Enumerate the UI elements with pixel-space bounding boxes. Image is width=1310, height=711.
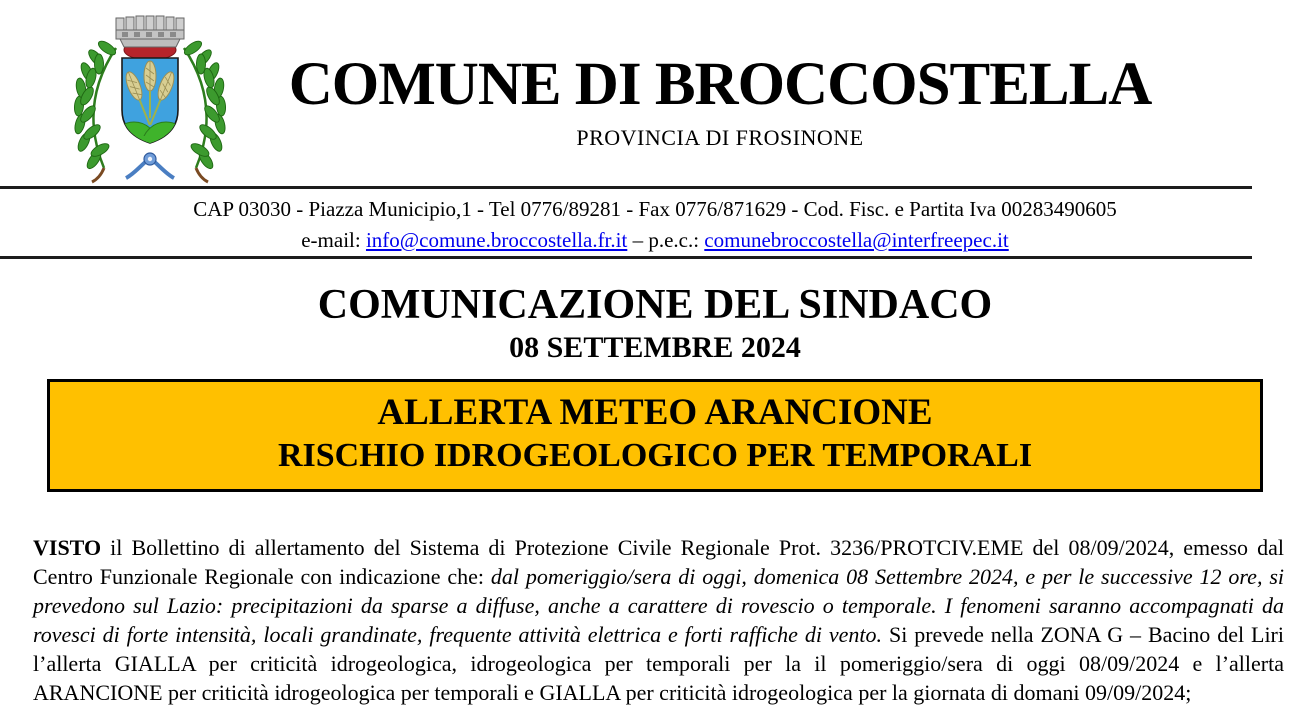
visto-keyword: VISTO: [33, 534, 102, 560]
body-paragraph: [33, 533, 1284, 707]
ribbon-icon: [126, 153, 174, 178]
bottom-rule: [0, 256, 1252, 259]
body-italic-segment: dal pomeriggio/sera di oggi, domenica 08 Settembre 2024, e per le successive 12 ore, si prevedono sul Lazio: precipitazioni da sparse a diffuse, anche a carattere di rovescio o temporale. I fenomeni saranno accompagnati da rovesci di forte intensità, locali grandinate, frequente attività elettrica e forti raffiche di vento.: [33, 563, 1284, 647]
email-label: e-mail:: [301, 228, 366, 252]
mural-crown-icon: [116, 16, 184, 60]
pec-link[interactable]: comunebroccostella@interfreepec.it: [704, 228, 1009, 252]
communication-title: COMUNICAZIONE DEL SINDACO: [317, 282, 993, 328]
address-line: CAP 03030 - Piazza Municipio,1 - Tel 0776/89281 - Fax 0776/871629 - Cod. Fisc. e Partita Iva 00283490605: [193, 197, 1117, 221]
body-segment-1: il Bollettino di allertamento del Sistema di Protezione Civile Regionale Prot. 3236/PROTCIV.EME del 08/09/2024, emesso dal Centro Funzionale Regionale con indicazione che:: [33, 534, 1284, 589]
alert-banner-line2: RISCHIO IDROGEOLOGICO PER TEMPORALI: [277, 436, 1033, 474]
province-subtitle: PROVINCIA DI FROSINONE: [576, 125, 864, 150]
laurel-branch-icon: [73, 39, 118, 182]
alert-banner-line1: ALLERTA METEO ARANCIONE: [377, 392, 933, 434]
contact-block: [0, 189, 1310, 256]
body-segment-2: Si prevede nella ZONA G – Bacino del Liri l’allerta GIALLA per criticità idrogeologica, idrogeologica per temporali per la il pomeriggio/sera di oggi 08/09/2024 e l’allerta ARANCIONE per criticità idrogeologica per temporali e GIALLA per criticità idrogeologica per la giornata di domani 09/09/2024;: [33, 621, 1285, 705]
alert-banner: [47, 379, 1263, 491]
communication-date: 08 SETTEMBRE 2024: [509, 331, 801, 365]
email-line: [0, 225, 1310, 256]
municipality-title: COMUNE DI BROCCOSTELLA: [288, 51, 1152, 118]
email-link[interactable]: info@comune.broccostella.fr.it: [365, 228, 628, 252]
letterhead: [0, 0, 1310, 186]
pec-label: – p.e.c.:: [627, 228, 705, 252]
